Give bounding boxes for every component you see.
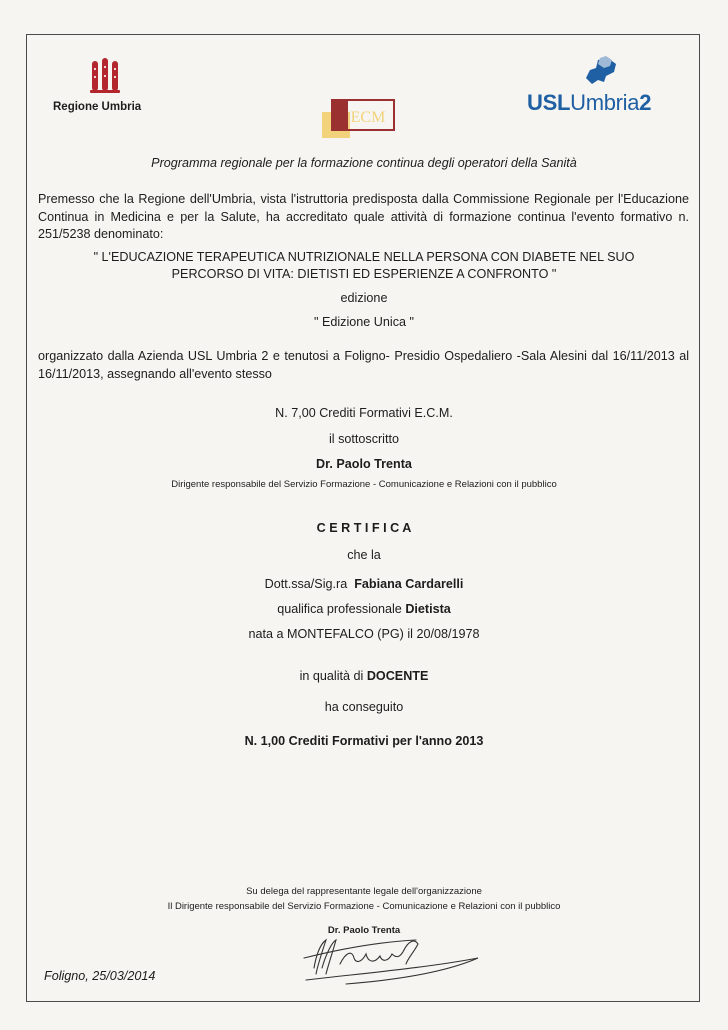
qualification-value: Dietista [405,602,451,616]
umbria-map-icon [576,56,626,90]
regione-umbria-logo [50,56,190,118]
usl-logo-text: USLUmbria2 [527,90,652,115]
role-line [0,669,728,683]
program-title: Programma regionale per la formazione continua degli operatori della Sanità [151,156,577,170]
qualification-line [0,602,728,616]
qualification-prefix: qualifica professionale [277,602,402,616]
handwritten-signature [296,928,486,988]
delegate-role: Il Dirigente responsabile del Servizio Formazione - Comunicazione e Relazioni con il pubblico [167,901,561,912]
edition-label: edizione [340,291,388,305]
regione-umbria-label: Regione Umbria [53,101,142,113]
certificate-border [26,34,700,1002]
event-title-line-2: PERCORSO DI VITA: DIETISTI ED ESPERIENZE A CONFRONTO " [171,267,557,281]
undersigned-label: il sottoscritto [329,432,399,446]
event-credits: N. 7,00 Crediti Formativi E.C.M. [275,406,453,420]
that-label: che la [347,548,381,562]
recipient-prefix: Dott.ssa/Sig.ra [264,577,348,591]
event-title-line-1: " L'EDUCAZIONE TERAPEUTICA NUTRIZIONALE NELLA PERSONA CON DIABETE NEL SUO [93,250,635,264]
place-date: Foligno, 25/03/2014 [44,969,156,983]
premise-paragraph: Premesso che la Regione dell'Umbria, vista l'istruttoria predisposta dalla Commissione Regionale per l'Educazione Continua in Medicina e per la Salute, ha accreditato quale attività di formazione continua l'evento formativo n. 251/5238 denominato: [38,192,689,241]
ceri-emblem-icon [50,56,190,100]
delegation-text: Su delega del rappresentante legale dell'organizzazione [246,886,482,897]
role-prefix: in qualità di [299,669,364,683]
signer-name: Dr. Paolo Trenta [316,457,412,471]
ecm-logo [318,98,410,140]
usl-umbria2-logo [526,56,676,118]
certifies-heading: C E R T I F I C A [316,521,412,535]
edition-value: " Edizione Unica " [314,315,414,329]
obtained-label: ha conseguito [324,700,404,714]
recipient-line [0,577,728,591]
signature-name: Dr. Paolo Trenta [327,925,401,936]
credits-awarded: N. 1,00 Crediti Formativi per l'anno 2013 [244,734,484,748]
birth-info: nata a MONTEFALCO (PG) il 20/08/1978 [248,627,480,641]
organized-paragraph: organizzato dalla Azienda USL Umbria 2 e tenutosi a Foligno- Presidio Ospedaliero -Sala Alesini dal 16/11/2013 al 16/11/2013, assegnando all'evento stesso [38,349,689,381]
signer-role: Dirigente responsabile del Servizio Formazione - Comunicazione e Relazioni con il pubblico [171,479,557,490]
recipient-name: Fabiana Cardarelli [354,577,464,591]
role-value: DOCENTE [366,669,429,683]
ecm-logo-text: ECM [350,109,386,126]
